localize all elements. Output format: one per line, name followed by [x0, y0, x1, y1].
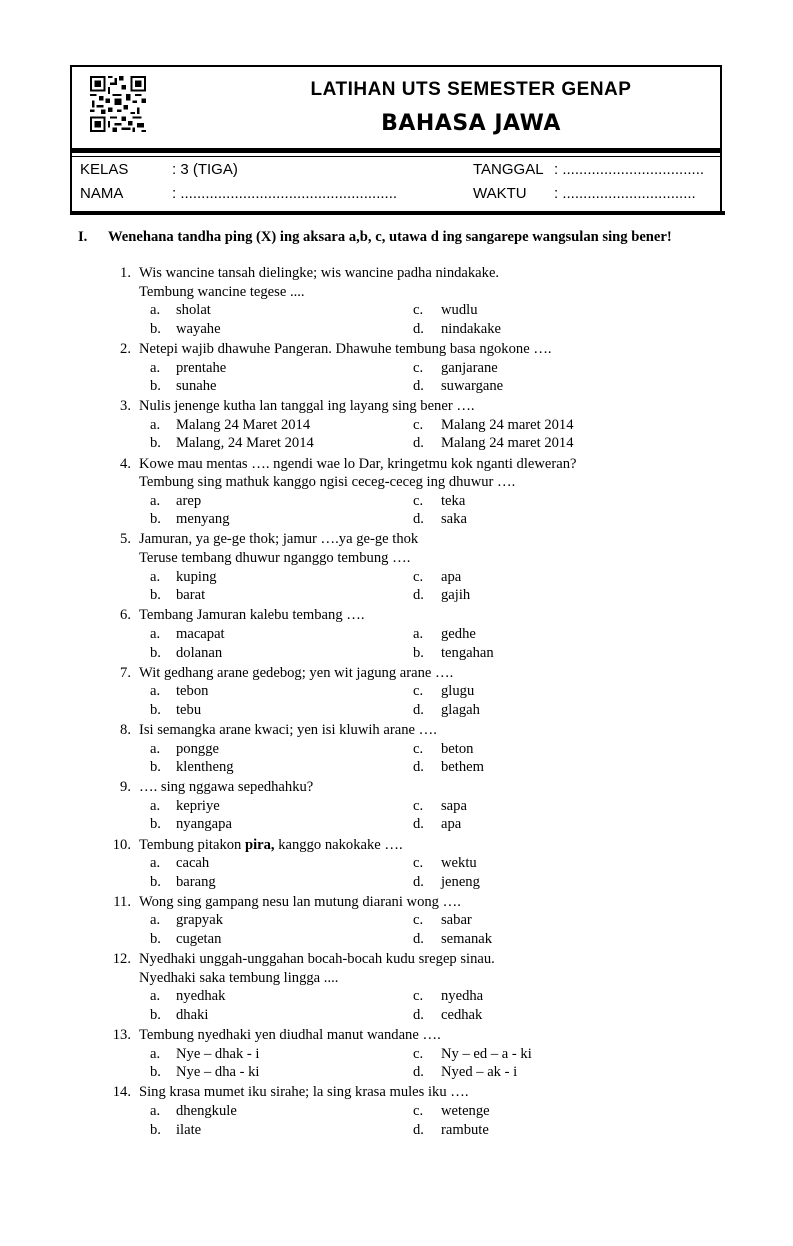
question-text: Jamuran, ya ge-ge thok; jamur ….ya ge-ge thok	[139, 531, 419, 548]
option-letter[interactable]: a.	[150, 797, 161, 814]
option-text[interactable]: wetenge	[441, 1102, 490, 1119]
option-letter[interactable]: c.	[413, 912, 424, 929]
option-letter[interactable]: a.	[150, 625, 161, 642]
option-text[interactable]: nyedhak	[176, 988, 226, 1005]
option-text[interactable]: cedhak	[441, 1006, 483, 1023]
question-text: Wong sing gampang nesu lan mutung diarani wong ….	[139, 893, 461, 910]
waktu-field[interactable]: : ................................	[554, 185, 696, 202]
question-text: Tembung wancine tegese ....	[139, 283, 305, 300]
option-letter[interactable]: d.	[413, 587, 424, 604]
question-text: Wis wancine tansah dielingke; wis wancine padha nindakake.	[139, 265, 500, 281]
option-letter[interactable]: b.	[150, 1064, 161, 1081]
option-letter[interactable]: a.	[150, 492, 161, 509]
option-letter[interactable]: c.	[413, 797, 424, 814]
section-number: I.	[78, 229, 88, 245]
option-text[interactable]: gajih	[441, 587, 471, 604]
question-text: Tembung nyedhaki yen diudhal manut wandane ….	[139, 1027, 441, 1043]
option-letter[interactable]: b.	[150, 931, 161, 947]
option-text[interactable]: gedhe	[441, 625, 476, 642]
option-letter[interactable]: c.	[413, 492, 424, 509]
option-text[interactable]: Ny – ed – a - ki	[441, 1045, 532, 1062]
option-text[interactable]: beton	[441, 740, 474, 757]
question-text: Wit gedhang arane gedebog; yen wit jagung arane ….	[139, 664, 454, 681]
option-text[interactable]: Nye – dha - ki	[176, 1064, 260, 1081]
question-text: Nyedhaki saka tembung lingga ....	[139, 969, 339, 986]
option-letter[interactable]: a.	[150, 1045, 161, 1062]
question-number: 7.	[120, 664, 131, 681]
option-letter[interactable]: d.	[413, 816, 424, 833]
waktu-label: WAKTU	[473, 185, 527, 202]
question-text: Tembung sing mathuk kanggo ngisi ceceg-ceceg ing dhuwur ….	[139, 474, 516, 491]
option-text[interactable]: dhengkule	[176, 1102, 237, 1119]
option-text[interactable]: Malang 24 maret 2014	[441, 416, 574, 433]
question-text: Sing krasa mumet iku sirahe; la sing krasa mules iku ….	[139, 1084, 469, 1101]
option-text[interactable]: barang	[176, 873, 216, 890]
option-text[interactable]: Nyed – ak - i	[441, 1064, 518, 1081]
option-letter[interactable]: d.	[413, 378, 424, 395]
option-letter[interactable]: a.	[150, 302, 161, 319]
option-text[interactable]: semanak	[441, 931, 493, 947]
option-letter[interactable]: a.	[150, 359, 161, 376]
option-text[interactable]: Malang 24 Maret 2014	[176, 416, 311, 433]
option-letter[interactable]: a.	[150, 416, 161, 433]
option-text[interactable]: kuping	[176, 568, 217, 585]
option-text[interactable]: cugetan	[176, 931, 222, 947]
option-text[interactable]: dolanan	[176, 644, 223, 661]
option-letter[interactable]: b.	[150, 320, 161, 337]
option-letter[interactable]: c.	[413, 988, 424, 1005]
option-text[interactable]: wektu	[441, 855, 477, 872]
option-letter[interactable]: b.	[150, 378, 161, 395]
option-text[interactable]: Malang, 24 Maret 2014	[176, 435, 314, 452]
option-text[interactable]: cacah	[176, 855, 210, 872]
option-letter[interactable]: b.	[150, 816, 161, 833]
question-text	[139, 837, 403, 854]
option-text[interactable]: macapat	[176, 625, 225, 642]
option-letter[interactable]: c.	[413, 1045, 424, 1062]
option-text[interactable]: klentheng	[176, 759, 234, 776]
question-number: 13.	[112, 1027, 131, 1043]
question-text: Nulis jenenge kutha lan tanggal ing layang sing bener ….	[139, 398, 475, 415]
option-letter[interactable]: b.	[150, 511, 161, 528]
header-bottom-border	[70, 211, 725, 215]
option-text[interactable]: sabar	[441, 912, 472, 929]
exam-title: LATIHAN UTS SEMESTER GENAP	[310, 79, 632, 100]
question-keyword: pira,	[244, 836, 275, 853]
option-letter[interactable]: d.	[413, 511, 424, 528]
option-letter[interactable]: c.	[413, 683, 424, 700]
qr-code-icon	[90, 75, 146, 133]
option-letter[interactable]: c.	[413, 302, 424, 319]
option-text[interactable]: saka	[441, 511, 467, 528]
question-text-part: kanggo nakokake ….	[274, 836, 403, 853]
kelas-value: : 3 (TIGA)	[172, 161, 238, 178]
nama-field[interactable]: : ....................................................	[172, 185, 398, 202]
option-text[interactable]: nyedha	[441, 988, 484, 1005]
nama-label: NAMA	[80, 185, 124, 202]
option-text[interactable]: jeneng	[441, 873, 480, 890]
option-text[interactable]: sunahe	[176, 378, 217, 395]
option-letter[interactable]: a.	[150, 683, 161, 700]
question-number: 5.	[120, 531, 131, 548]
option-text[interactable]: sholat	[176, 302, 211, 319]
question-number: 9.	[120, 779, 131, 796]
section-instruction: Wenehana tandha ping (X) ing aksara a,b, c, utawa d ing sangarepe wangsulan sing bener!	[108, 229, 672, 245]
question-number: 14.	[112, 1084, 131, 1101]
tanggal-label: TANGGAL	[473, 161, 544, 178]
option-letter[interactable]: b.	[150, 759, 161, 776]
option-letter[interactable]: a.	[150, 740, 161, 757]
option-text[interactable]: pongge	[176, 740, 219, 757]
option-text[interactable]: wudlu	[441, 302, 478, 319]
question-number: 6.	[120, 607, 131, 624]
question-text: …. sing nggawa sepedhahku?	[139, 779, 314, 796]
option-letter[interactable]: c.	[413, 568, 424, 585]
option-text[interactable]: nindakake	[441, 320, 501, 337]
option-letter[interactable]: b.	[150, 701, 161, 718]
option-text[interactable]: wayahe	[176, 320, 221, 337]
option-letter[interactable]: b.	[150, 873, 161, 890]
question-text: Nyedhaki unggah-unggahan bocah-bocah kudu sregep sinau.	[139, 951, 495, 968]
option-text[interactable]: apa	[441, 568, 462, 585]
option-text[interactable]: tengahan	[441, 644, 494, 661]
exam-header	[70, 65, 722, 213]
option-letter[interactable]: a.	[150, 912, 161, 929]
option-letter[interactable]: d.	[413, 701, 424, 718]
question-text: Kowe mau mentas …. ngendi wae lo Dar, kringetmu kok nganti dleweran?	[139, 455, 577, 472]
option-text[interactable]: rambute	[441, 1121, 489, 1138]
option-text[interactable]: Malang 24 maret 2014	[441, 435, 574, 452]
option-text[interactable]: tebon	[176, 683, 209, 700]
option-text[interactable]: prentahe	[176, 359, 227, 376]
question-text: Tembang Jamuran kalebu tembang ….	[139, 607, 365, 624]
question-number: 10.	[112, 836, 131, 853]
option-text[interactable]: dhaki	[176, 1006, 209, 1023]
option-text[interactable]: Nye – dhak - i	[176, 1045, 260, 1062]
question-number: 2.	[120, 340, 131, 357]
option-letter[interactable]: d.	[413, 1064, 424, 1081]
question-text: Netepi wajib dhawuhe Pangeran. Dhawuhe tembung basa ngokone ….	[139, 340, 552, 357]
question-number: 11.	[113, 893, 131, 910]
option-letter[interactable]: c.	[413, 740, 424, 757]
option-letter[interactable]: a.	[150, 988, 161, 1005]
option-text[interactable]: kepriye	[176, 797, 220, 814]
option-letter[interactable]: d.	[413, 435, 424, 452]
option-letter[interactable]: b.	[150, 1121, 161, 1138]
option-text[interactable]: menyang	[176, 511, 230, 528]
option-letter[interactable]: c.	[413, 416, 424, 433]
option-letter[interactable]: d.	[413, 1121, 424, 1138]
option-text[interactable]: apa	[441, 816, 462, 833]
option-text[interactable]: glugu	[441, 683, 475, 700]
question-number: 12.	[112, 951, 131, 968]
option-letter[interactable]: c.	[413, 855, 424, 872]
option-letter[interactable]: a.	[150, 568, 161, 585]
header-divider	[72, 148, 720, 153]
option-text[interactable]: barat	[176, 587, 206, 604]
tanggal-field[interactable]: : ..................................	[554, 161, 705, 178]
option-letter[interactable]: a.	[150, 855, 161, 872]
option-letter[interactable]: d.	[413, 873, 424, 890]
option-text[interactable]: glagah	[441, 701, 480, 718]
question-number: 1.	[120, 265, 131, 281]
option-text[interactable]: tebu	[176, 701, 202, 718]
option-letter[interactable]: d.	[413, 759, 424, 776]
question-number: 4.	[120, 455, 131, 472]
option-letter[interactable]: c.	[413, 1102, 424, 1119]
option-letter[interactable]: d.	[413, 931, 424, 947]
question-number: 3.	[120, 398, 131, 415]
option-text[interactable]: arep	[176, 492, 202, 509]
option-letter[interactable]: b.	[150, 644, 161, 661]
header-divider-thin	[72, 156, 720, 157]
exam-subject: BAHASA JAWA	[381, 111, 561, 136]
kelas-label: KELAS	[80, 161, 129, 178]
option-letter[interactable]: b.	[413, 644, 424, 661]
option-text[interactable]: grapyak	[176, 912, 224, 929]
option-letter[interactable]: d.	[413, 320, 424, 337]
option-text[interactable]: nyangapa	[176, 816, 232, 833]
option-letter[interactable]: d.	[413, 1006, 424, 1023]
option-text[interactable]: bethem	[441, 759, 484, 776]
option-text[interactable]: ilate	[176, 1121, 202, 1138]
option-letter[interactable]: b.	[150, 587, 161, 604]
option-letter[interactable]: a.	[413, 625, 424, 642]
option-letter[interactable]: b.	[150, 1006, 161, 1023]
option-text[interactable]: suwargane	[441, 378, 504, 395]
question-text: Teruse tembang dhuwur nganggo tembung ….	[139, 550, 411, 566]
option-letter[interactable]: b.	[150, 435, 161, 452]
option-text[interactable]: ganjarane	[441, 359, 498, 376]
option-letter[interactable]: a.	[150, 1102, 161, 1119]
option-letter[interactable]: c.	[413, 359, 424, 376]
question-text-part: Tembung pitakon	[139, 836, 245, 853]
question-number: 8.	[120, 721, 131, 738]
option-text[interactable]: sapa	[441, 797, 467, 814]
question-text: Isi semangka arane kwaci; yen isi kluwih arane ….	[139, 721, 437, 738]
option-text[interactable]: teka	[441, 492, 466, 509]
